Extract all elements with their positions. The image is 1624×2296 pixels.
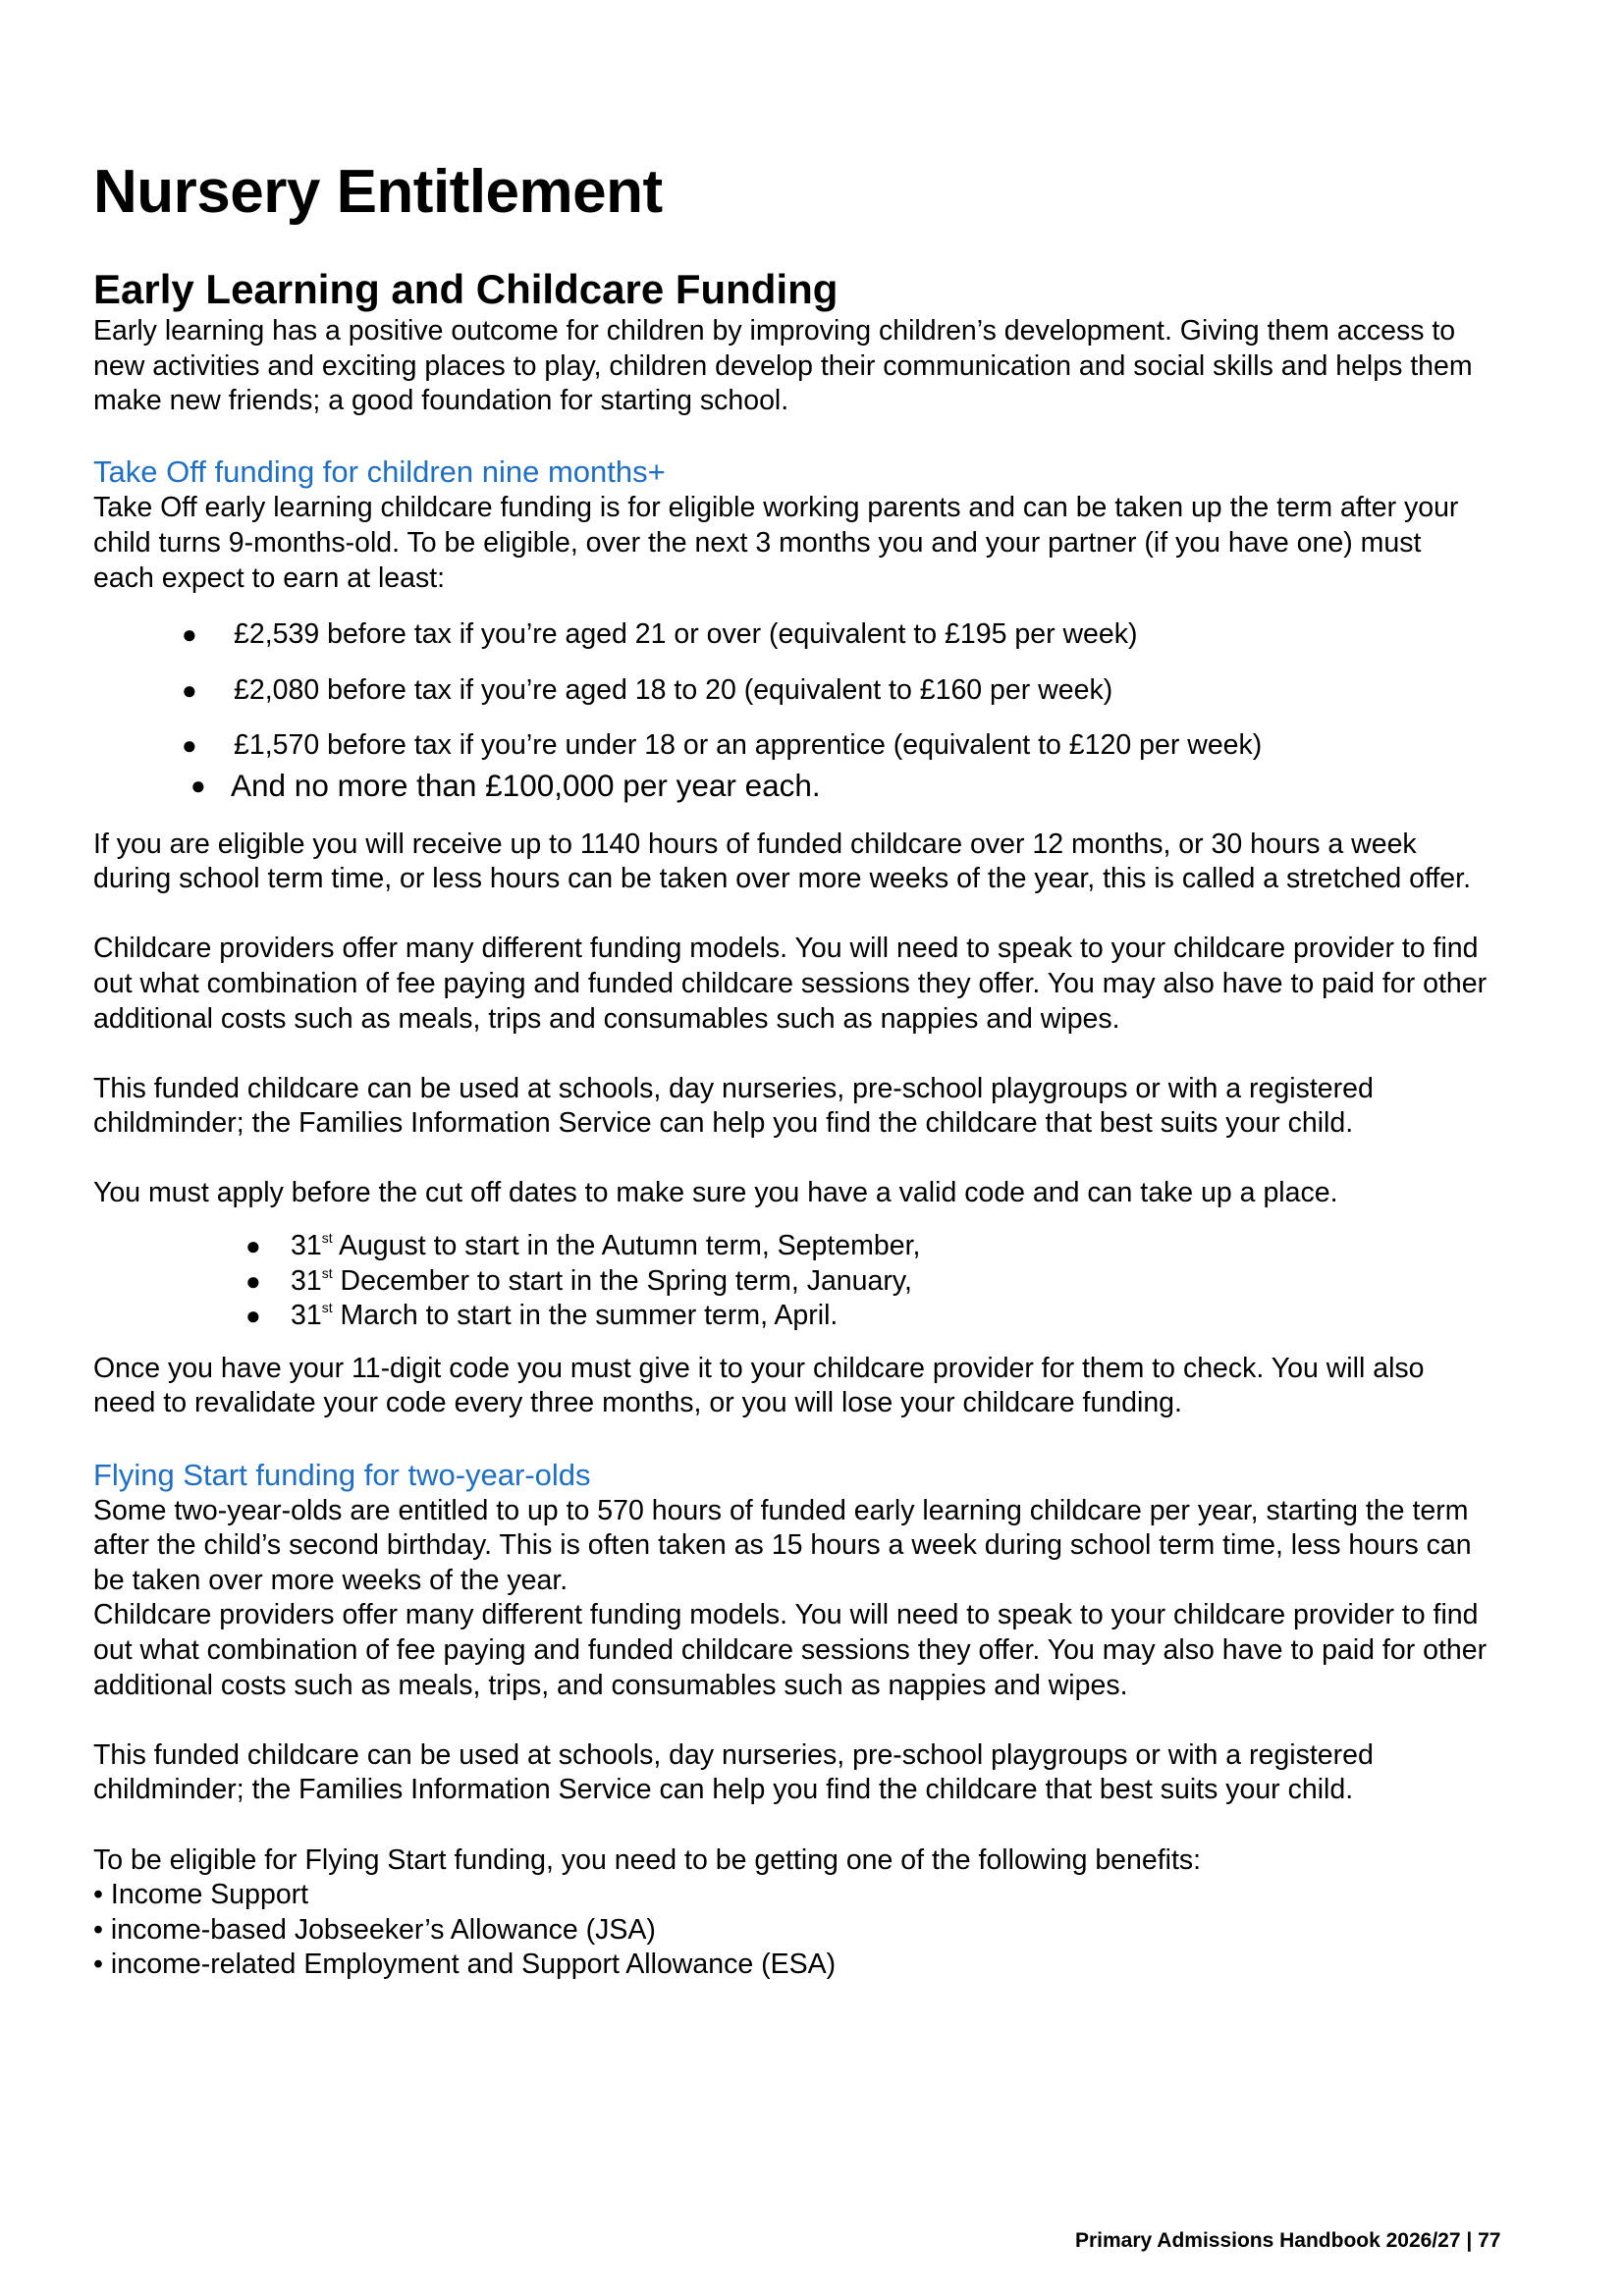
bullet-icon: ● [245, 1265, 261, 1296]
list-item: ● 31st March to start in the summer term, April. [93, 1299, 1488, 1334]
take-off-heading: Take Off funding for children nine months+ [93, 454, 666, 490]
list-item: • Income Support [93, 1879, 309, 1911]
list-item: • income-related Employment and Support Allowance (ESA) [93, 1949, 837, 1981]
bullet-icon: ● [182, 730, 197, 761]
section-heading: Early Learning and Childcare Funding [93, 266, 839, 312]
bullet-icon: ● [245, 1231, 261, 1261]
flying-start-settings-paragraph: This funded childcare can be used at schools, day nurseries, pre-school playgroups or with a registered childminder; the Families Information Service can help you find the childcare that best suits your child. [93, 1738, 1374, 1806]
page-content [93, 157, 1488, 1983]
list-item: ● And no more than £100,000 per year each. [190, 767, 821, 803]
flying-start-eligible-paragraph: To be eligible for Flying Start funding, you need to be getting one of the following benefits: [93, 1843, 1202, 1876]
code-paragraph: Once you have your 11-digit code you must give it to your childcare provider for them to check. You will also need to revalidate your code every three months, or you will lose your childcare funding. [93, 1352, 1425, 1419]
hours-paragraph: If you are eligible you will receive up to 1140 hours of funded childcare over 12 months, or 30 hours a week during school term time, or less hours can be taken over more weeks of the year, this is called a stretched offer. [93, 828, 1471, 895]
flying-start-heading: Flying Start funding for two-year-olds [93, 1457, 591, 1492]
list-item: ● £2,539 before tax if you’re aged 21 or over (equivalent to £195 per week) [93, 617, 1488, 653]
settings-paragraph: This funded childcare can be used at schools, day nurseries, pre-school playgroups or with a registered childminder; the Families Information Service can help you find the childcare that best suits your child. [93, 1072, 1374, 1140]
income-list [93, 617, 1488, 803]
take-off-intro: Take Off early learning childcare funding is for eligible working parents and can be taken up the term after your child turns 9-months-old. To be eligible, over the next 3 months you and your partner (if you have one) must each expect to earn at least: [93, 492, 1459, 594]
list-item: ● 31st December to start in the Spring term, January, [93, 1264, 1488, 1300]
benefits-list [93, 1878, 1488, 1983]
list-item: ● £2,080 before tax if you’re aged 18 to 20 (equivalent to £160 per week) [93, 673, 1488, 709]
page-title: Nursery Entitlement [93, 158, 663, 226]
cutoff-dates-list [93, 1229, 1488, 1334]
flying-start-entitled-paragraph: Some two-year-olds are entitled to up to 570 hours of funded early learning childcare per year, starting the term after the child’s second birthday. This is often taken as 15 hours a week during school term time, less hours can be taken over more weeks of the year. [93, 1494, 1472, 1596]
list-item: ● £1,570 before tax if you’re under 18 or an apprentice (equivalent to £120 per week) [93, 728, 1488, 764]
apply-paragraph: You must apply before the cut off dates to make sure you have a valid code and can take up a place. [93, 1177, 1338, 1209]
funding-models-paragraph: Childcare providers offer many different funding models. You will need to speak to your childcare provider to find out what combination of fee paying and funded childcare sessions they offer. You may also have to paid for other additional costs such as meals, trips and consumables such as nappies and wipes. [93, 933, 1488, 1035]
bullet-icon: ● [182, 619, 197, 650]
bullet-icon: ● [245, 1301, 261, 1331]
intro-paragraph: Early learning has a positive outcome for children by improving children’s development. Giving them access to new activities and exciting places to play, children develop their communication and social skills and helps them make new friends; a good foundation for starting school. [93, 315, 1473, 417]
list-item: • income-based Jobseeker’s Allowance (JSA) [93, 1913, 656, 1946]
list-item: ● 31st August to start in the Autumn term, September, [93, 1229, 1488, 1264]
page-footer: Primary Admissions Handbook 2026/27 | 77 [1075, 2229, 1501, 2252]
flying-start-models-paragraph: Childcare providers offer many different funding models. You will need to speak to your childcare provider to find out what combination of fee paying and funded childcare sessions they offer. You may also have to paid for other additional costs such as meals, trips, and consumables such as nappies and wipes. [93, 1599, 1488, 1701]
bullet-icon: ● [190, 770, 206, 800]
bullet-icon: ● [182, 674, 197, 705]
